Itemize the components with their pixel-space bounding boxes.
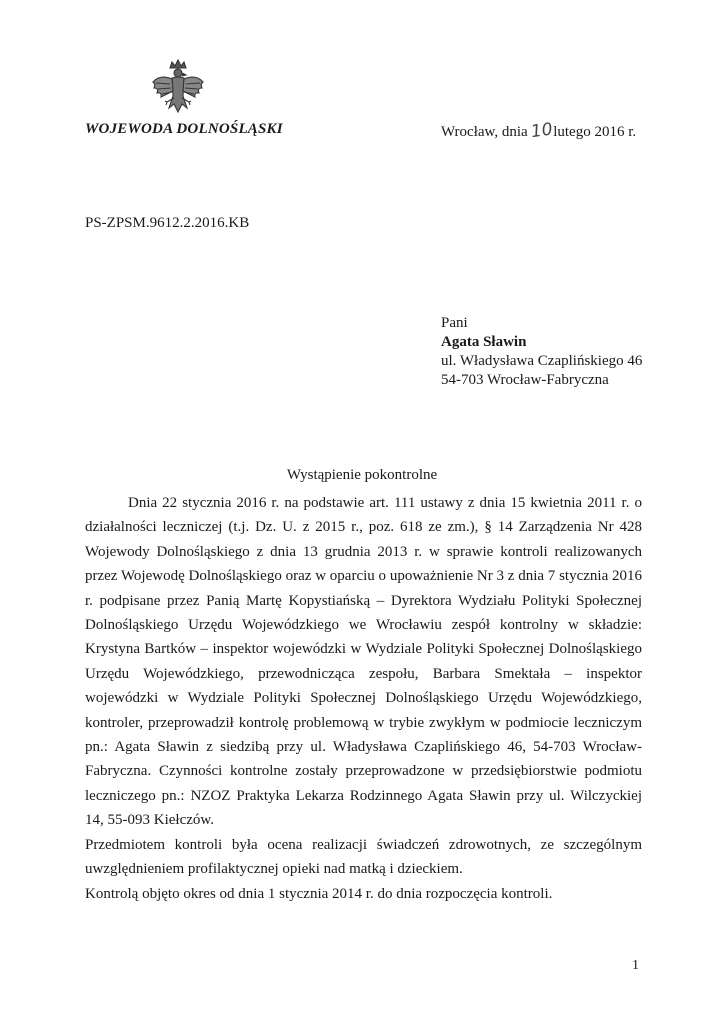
recipient-street: ul. Władysława Czaplińskiego 46 <box>441 353 643 369</box>
polish-eagle-emblem-icon <box>150 58 206 118</box>
recipient-name: Agata Sławin <box>441 334 527 350</box>
date-suffix: lutego 2016 r. <box>553 124 637 140</box>
document-body <box>85 491 642 906</box>
body-paragraph-1: Dnia 22 stycznia 2016 r. na podstawie art. 111 ustawy z dnia 15 kwietnia 2011 r. o działalności leczniczej (t.j. Dz. U. z 2015 r., poz. 618 ze zm.), § 14 Zarządzenia Nr 428 Wojewody Dolnośląskiego z dnia 13 grudnia 2013 r. w sprawie kontroli realizowanych przez Wojewodę Dolnośląskiego oraz w oparciu o upoważnienie Nr 3 z dnia 7 stycznia 2016 r. podpisane przez Panią Martę Kopystiańską – Dyrektora Wydziału Polityki Społecznej Dolnośląskiego Urzędu Wojewódzkiego we Wrocławiu zespół kontrolny w składzie: Krystyna Bartków – inspektor wojewódzki w Wydziale Polityki Społecznej Dolnośląskiego Urzędu Wojewódzkiego, przewodnicząca zespołu, Barbara Smektała – inspektor wojewódzki w Wydziale Polityki Społecznej Dolnośląskiego Urzędu Wojewódzkiego, kontroler, przeprowadził kontrolę problemową w trybie zwykłym w podmiocie leczniczym pn.: Agata Sławin z siedzibą przy ul. Władysława Czaplińskiego 46, 54-703 Wrocław-Fabryczna. Czynności kontrolne zostały przeprowadzone w przedsiębiorstwie podmiotu leczniczego pn.: NZOZ Praktyka Lekarza Rodzinnego Agata Sławin przy ul. Wilczyckiej 14, 55-093 Kiełczów. <box>85 495 642 829</box>
page-number: 1 <box>632 958 639 973</box>
recipient-city: 54-703 Wrocław-Fabryczna <box>441 372 609 388</box>
authority-name: WOJEWODA DOLNOŚLĄSKI <box>85 121 283 137</box>
reference-number: PS-ZPSM.9612.2.2016.KB <box>85 215 250 231</box>
dateline <box>441 121 636 141</box>
document-title: Wystąpienie pokontrolne <box>286 467 438 483</box>
body-paragraph-3: Kontrolą objęto okres od dnia 1 stycznia 2014 r. do dnia rozpoczęcia kontroli. <box>85 885 553 902</box>
recipient-salutation: Pani <box>441 315 468 331</box>
recipient-block <box>441 314 642 390</box>
body-paragraph-2: Przedmiotem kontroli była ocena realizacji świadczeń zdrowotnych, ze szczególnym uwzględnieniem profilaktycznej opieki nad matką i dzieckiem. <box>85 836 642 878</box>
date-day-handwritten: 10 <box>530 119 555 143</box>
date-prefix: Wrocław, dnia <box>441 124 528 140</box>
